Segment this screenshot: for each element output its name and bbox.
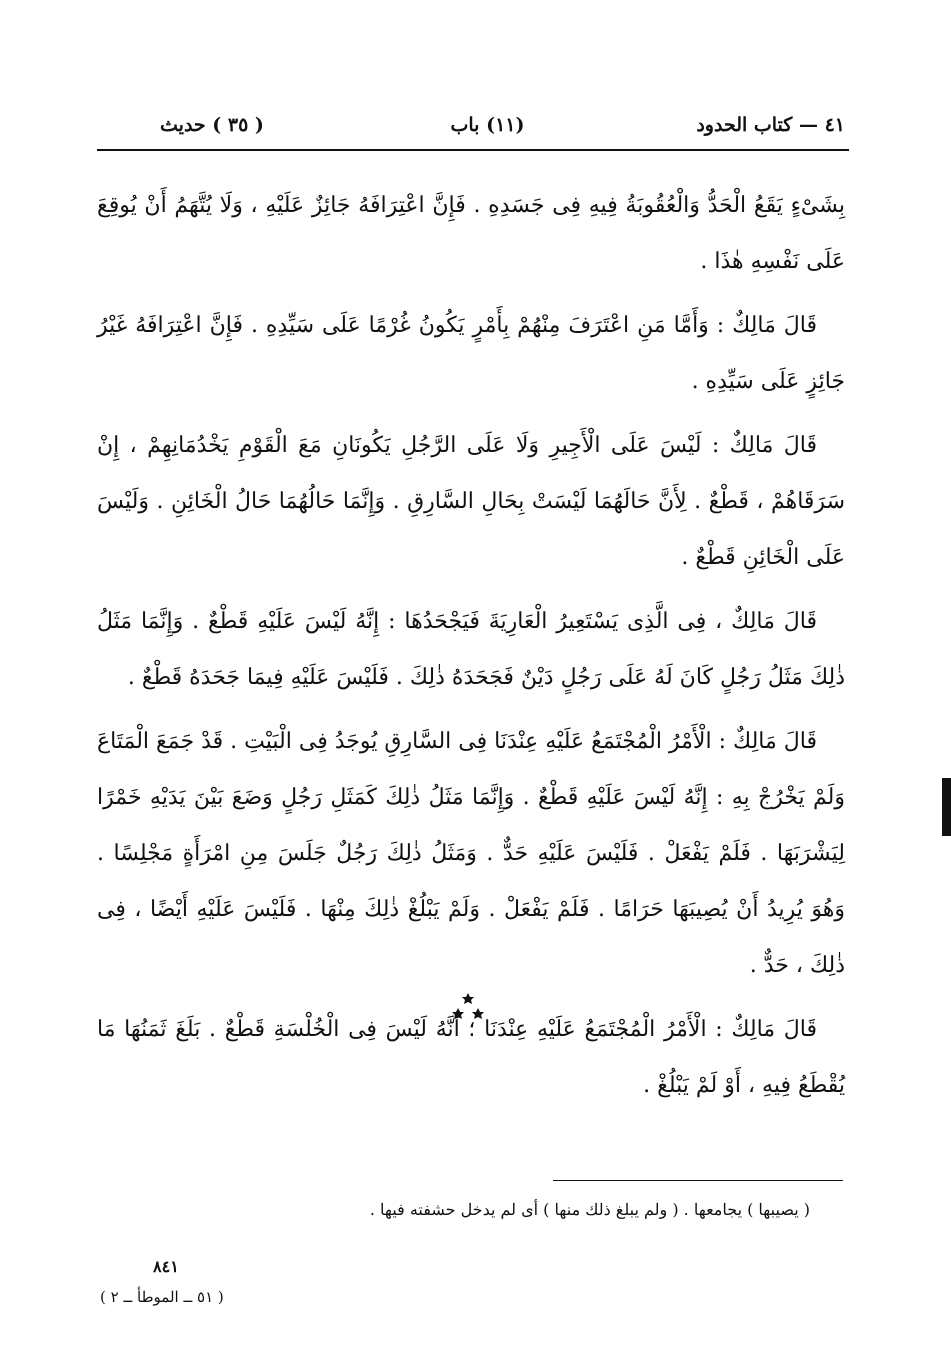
paragraph-4: قَالَ مَالِكٌ ، فِى الَّذِى يَسْتَعِيرُ الْعَارِيَةَ فَيَجْحَدُهَا : إِنَّهُ لَيْسَ عَلَيْهِ قَطْعٌ . وَإِنَّمَا مَثَلُ ذٰلِكَ مَثَلُ رَجُلٍ كَانَ لَهُ عَلَى رَجُلٍ دَيْنٌ فَجَحَدَهُ ذٰلِكَ . فَلَيْسَ عَلَيْهِ فِيمَا جَحَدَهُ قَطْعٌ . xyxy=(97,609,845,690)
volume-signature: ( ٥١ ــ الموطأ ــ ٢ ) xyxy=(100,1288,224,1306)
paragraph-3: قَالَ مَالِكٌ : لَيْسَ عَلَى الْأَجِيرِ وَلَا عَلَى الرَّجُلِ يَكُونَانِ مَعَ الْقَوْمِ يَخْدُمَانِهِمْ ، إِنْ سَرَقَاهُمْ ، قَطْعٌ . لِأَنَّ حَالَهُمَا لَيْسَتْ بِحَالِ السَّارِقِ . وَإِنَّمَا حَالُهُمَا حَالُ الْخَائِنِ . وَلَيْسَ عَلَى الْخَائِنِ قَطْعٌ . xyxy=(97,433,845,570)
paragraph-1: بِشَىْءٍ يَقَعُ الْحَدُّ وَالْعُقُوبَةُ فِيهِ فِى جَسَدِهِ . فَإِنَّ اعْتِرَافَهُ جَائِزٌ عَلَيْهِ ، وَلَا يُتَّهَمُ أَنْ يُوقِعَ عَلَى نَفْسِهِ هٰذَا . xyxy=(97,193,845,274)
footnote: ( يصيبها ) يجامعها . ( ولم يبلغ ذلك منها ) أى لم يدخل حشفته فيها . xyxy=(369,1200,810,1219)
paragraph-2: قَالَ مَالِكٌ : وَأَمَّا مَنِ اعْتَرَفَ مِنْهُمْ بِأَمْرٍ يَكُونُ غُرْمًا عَلَى سَيِّدِهِ . فَإِنَّ اعْتِرَافَهُ غَيْرُ جَائِزٍ عَلَى سَيِّدِهِ . xyxy=(97,313,845,394)
header-section: (١١) باب xyxy=(450,114,525,136)
running-header xyxy=(130,114,845,144)
page-number: ٨٤١ xyxy=(153,1257,179,1276)
header-hadith: ( ٣٥ ) حديث xyxy=(160,114,264,136)
paragraph-5: قَالَ مَالِكٌ : الْأَمْرُ الْمُجْتَمَعُ عَلَيْهِ عِنْدَنَا فِى السَّارِقِ يُوجَدُ فِى الْبَيْتِ . قَدْ جَمَعَ الْمَتَاعَ وَلَمْ يَخْرُجْ بِهِ : إِنَّهُ لَيْسَ عَلَيْهِ قَطْعٌ . وَإِنَّمَا مَثَلُ ذٰلِكَ كَمَثَلِ رَجُلٍ وَضَعَ بَيْنَ يَدَيْهِ خَمْرًا لِيَشْرَبَهَا . فَلَمْ يَفْعَلْ . فَلَيْسَ عَلَيْهِ حَدٌّ . وَمَثَلُ ذٰلِكَ رَجُلٌ جَلَسَ مِنِ امْرَأَةٍ مَجْلِسًا . وَهُوَ يُرِيدُ أَنْ يُصِيبَهَا حَرَامًا . فَلَمْ يَفْعَلْ . وَلَمْ يَبْلُغْ ذٰلِكَ مِنْهَا . فَلَيْسَ عَلَيْهِ أَيْضًا ، فِى ذٰلِكَ ، حَدٌّ . xyxy=(97,729,845,978)
main-text xyxy=(97,178,845,1122)
header-divider xyxy=(97,149,849,151)
paragraph-6: قَالَ مَالِكٌ : الْأَمْرُ الْمُجْتَمَعُ عَلَيْهِ عِنْدَنَا ؛ أَنَّهُ لَيْسَ فِى الْخُلْسَةِ قَطْعٌ . بَلَغَ ثَمَنُهَا مَا يُقْطَعُ فِيهِ ، أَوْ لَمْ يَبْلُغْ . xyxy=(97,1017,845,1098)
header-chapter: ٤١ — كتاب الحدود xyxy=(696,114,845,136)
scan-edge-mark xyxy=(942,778,951,836)
footnote-divider xyxy=(553,1180,843,1181)
asterism-ornament-icon xyxy=(448,990,488,1026)
